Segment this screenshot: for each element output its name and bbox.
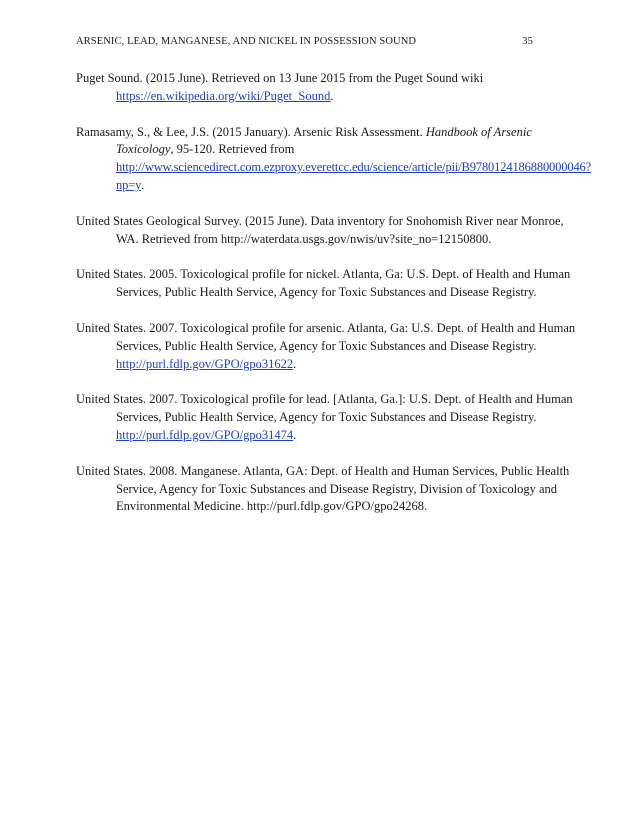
reference-manganese (76, 463, 576, 516)
reference-text: United States. 2007. Toxicological profile for arsenic. Atlanta, Ga: U.S. Dept. of Health and Human Services, Public Health Service, Agency for Toxic Substances and Disease Registry. (76, 320, 576, 353)
reference-text: Ramasamy, S., & Lee, J.S. (2015 January). Arsenic Risk Assessment. (76, 124, 426, 139)
reference-arsenic-profile (76, 320, 576, 373)
reference-list (76, 70, 592, 534)
reference-link[interactable]: https://en.wikipedia.org/wiki/Puget_Sound (116, 88, 331, 103)
reference-punctuation: . (330, 88, 334, 103)
reference-link[interactable]: http://purl.fdlp.gov/GPO/gpo31474 (116, 427, 294, 442)
reference-text: United States Geological Survey. (2015 June). Data inventory for Snohomish River near Monroe, WA. Retrieved from http://waterdata.usgs.gov/nwis/uv?site_no=12150800. (76, 213, 564, 246)
reference-usgs (76, 213, 576, 249)
reference-punctuation: . (293, 356, 297, 371)
reference-link[interactable]: http://www.sciencedirect.com.ezproxy.everettcc.edu/science/article/pii/B9780124186880000046?np=y (116, 160, 592, 192)
reference-link[interactable]: http://purl.fdlp.gov/GPO/gpo31622 (116, 356, 294, 371)
reference-source-title: Handbook of Arsenic Toxicology (116, 124, 532, 157)
reference-puget-sound (76, 70, 576, 106)
reference-lead-profile (76, 391, 576, 444)
reference-punctuation: . (141, 177, 145, 192)
running-head-title: ARSENIC, LEAD, MANGANESE, AND NICKEL IN POSSESSION SOUND (76, 36, 417, 47)
running-head (76, 36, 533, 47)
reference-text: Puget Sound. (2015 June). Retrieved on 13 June 2015 from the Puget Sound wiki (76, 71, 484, 85)
reference-punctuation: . (293, 427, 297, 442)
reference-text: United States. 2005. Toxicological profile for nickel. Atlanta, Ga: U.S. Dept. of Health and Human Services, Public Health Service, Agency for Toxic Substances and Disease Registry. (76, 267, 571, 300)
reference-text: United States. 2007. Toxicological profile for lead. [Atlanta, Ga.]: U.S. Dept. of Health and Human Services, Public Health Service, Agency for Toxic Substances and Disease Registry. (76, 392, 573, 425)
reference-ramasamy (76, 124, 592, 195)
reference-text-continued: , 95-120. Retrieved from (170, 142, 295, 157)
page-number: 35 (522, 36, 533, 47)
reference-text: United States. 2008. Manganese. Atlanta, GA: Dept. of Health and Human Services, Public Health Service, Agency for Toxic Substances and Disease Registry, Division of Toxicology and Environmental Medicine. http://purl.fdlp.gov/GPO/gpo24268. (76, 463, 570, 514)
reference-nickel-profile (76, 266, 576, 302)
